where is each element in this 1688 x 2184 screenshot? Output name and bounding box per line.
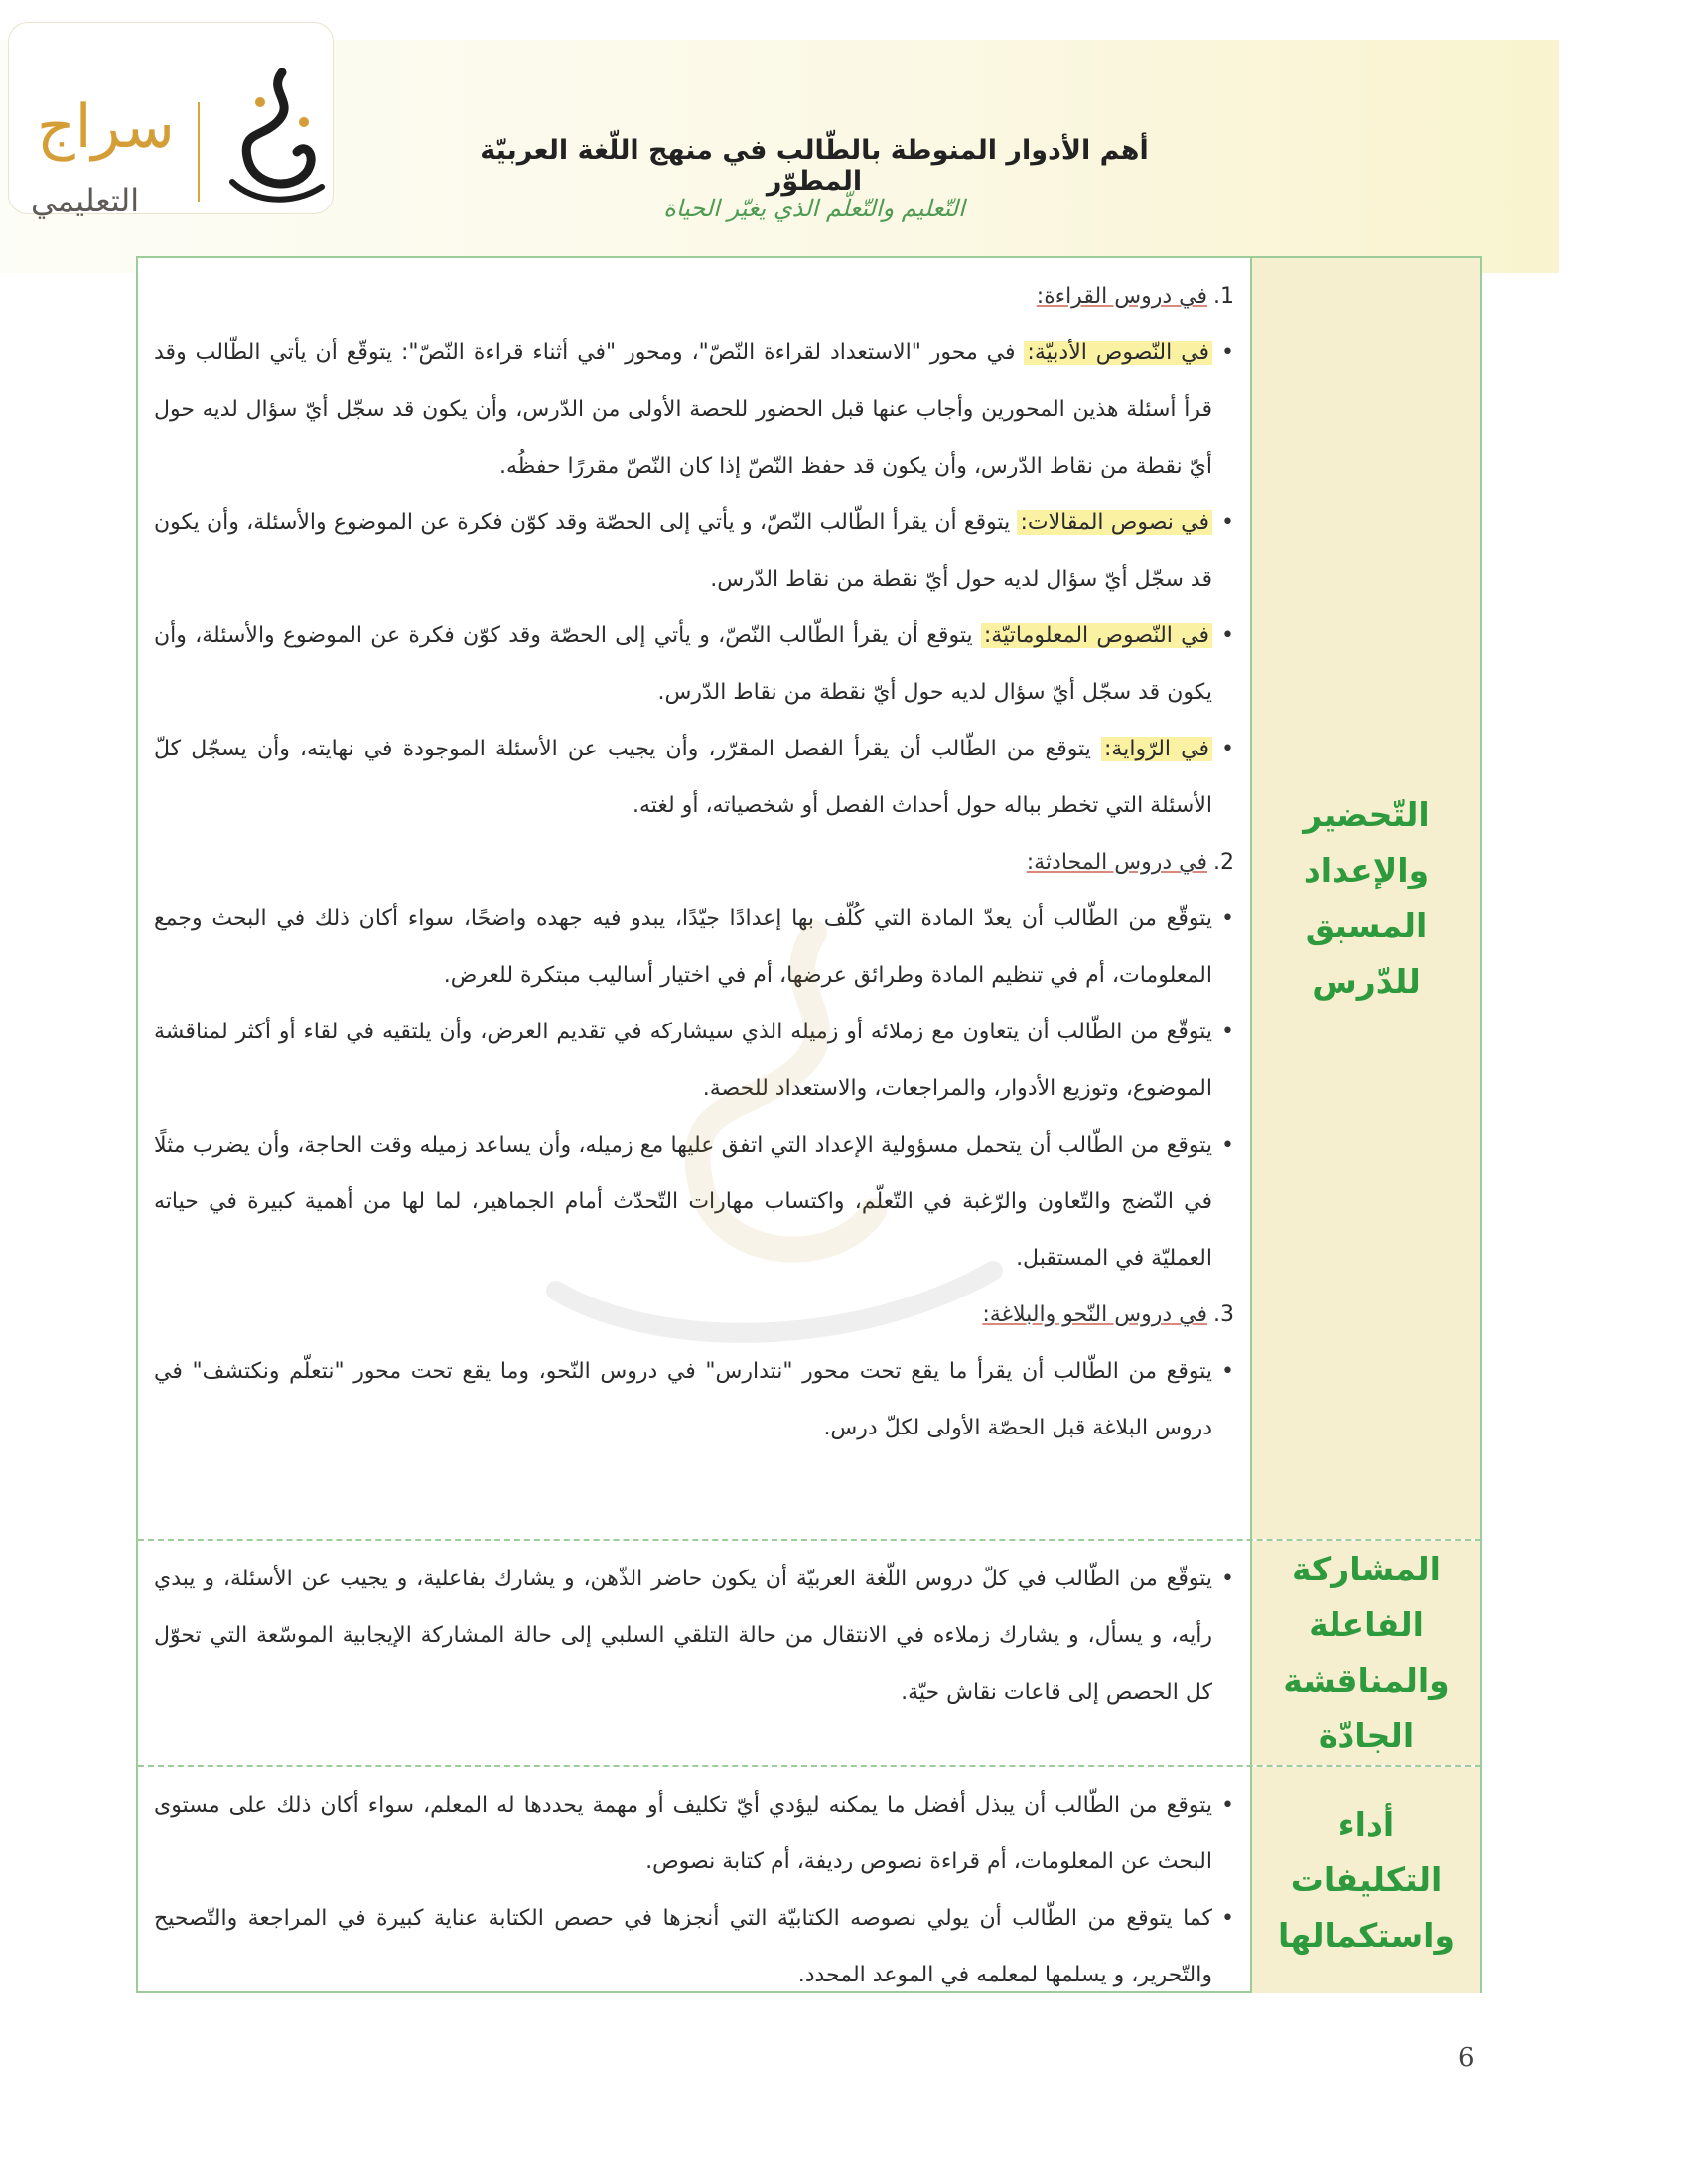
section-title: في دروس النّحو والبلاغة: xyxy=(982,1302,1207,1327)
logo-divider xyxy=(198,102,200,202)
page-title: أهم الأدوار المنوطة بالطّالب في منهج اللّغة العربيّة المطوّر xyxy=(480,135,1149,197)
page-subtitle: التّعليم والتّعلّم الذي يغيّر الحياة xyxy=(663,195,965,222)
list-item xyxy=(154,721,1234,834)
item-highlight: في الرّواية: xyxy=(1101,737,1212,761)
item-text: يتوقّع من الطّالب في كلّ دروس اللّغة العربيّة أن يكون حاضر الذّهن، و يشارك بفاعلية، و يجيب عن الأسئلة، و يبدي رأيه، و يسأل، و يشارك زملاءه في الانتقال من حالة التلقي السلبي إلى حالة المشاركة الإيجابية الموسّعة التي تحوّل كل الحصص إلى قاعات نقاش حيّة. xyxy=(154,1567,1212,1705)
section-number: 2. xyxy=(1213,850,1234,875)
logo xyxy=(8,22,334,219)
table-row-participation xyxy=(138,1539,1480,1765)
list-item xyxy=(154,325,1234,494)
logo-text-primary: سراج xyxy=(37,92,175,162)
item-text: يتوقع من الطّالب أن يبذل أفضل ما يمكنه ليؤدي أيّ تكليف أو مهمة يحددها له المعلم، سواء أكان ذلك على مستوى البحث عن المعلومات، أم قراءة نصوص رديفة، أم كتابة نصوص. xyxy=(154,1793,1212,1874)
item-text: يتوقع من الطّالب أن يقرأ الفصل المقرّر، وأن يجيب عن الأسئلة الموجودة في نهايته، وأن يسجّل كلّ الأسئلة التي تخطر بباله حول أحداث الفصل أو شخصياته، أو لغته. xyxy=(154,737,1212,818)
row-label: أداء التكليفات واستكمالها xyxy=(1277,1805,1456,1955)
watermark-logo-icon xyxy=(437,893,1072,1370)
section-title: في دروس المحادثة: xyxy=(1026,850,1207,875)
row-label: المشاركة الفاعلة والمناقشة الجادّة xyxy=(1283,1550,1450,1755)
item-text: يتوقع أن يقرأ الطّالب النّصّ، و يأتي إلى الحصّة وقد كوّن فكرة عن الموضوع والأسئلة، وأن يكون قد سجّل أيّ سؤال لديه حول أيّ نقطة من نقاط الدّرس. xyxy=(154,623,1212,705)
section-heading xyxy=(154,834,1234,890)
item-text: يتوقع من الطّالب أن يتحمل مسؤولية الإعداد التي اتفق عليها مع زميله، وأن يساعد زميله وقت الحاجة، وأن يضرب مثلًا في النّضج والتّعاون والرّغبة في التّعلّم، واكتساب مهارات التّحدّث أمام الجماهير، لما لها من أهمية كبيرة في حياته العمليّة في المستقبل. xyxy=(154,1133,1212,1271)
item-text: يتوقع من الطّالب أن يقرأ ما يقع تحت محور "نتدارس" في دروس النّحو، وما يقع تحت محور "نتعلّم ونكتشف" في دروس البلاغة قبل الحصّة الأولى لكلّ درس. xyxy=(154,1359,1212,1440)
item-text: يتوقّع من الطّالب أن يتعاون مع زملائه أو زميله الذي سيشاركه في تقديم العرض، وأن يلتقيه في لقاء أو أكثر لمناقشة الموضوع، وتوزيع الأدوار، والمراجعات، والاستعداد للحصة. xyxy=(154,1020,1212,1101)
calligraphy-logo-icon xyxy=(212,63,332,211)
item-text: كما يتوقع من الطّالب أن يولي نصوصه الكتابيّة التي أنجزها في حصص الكتابة عناية كبيرة في المراجعة والتّصحيح والتّحرير، و يسلمها لمعلمه في الموعد المحدد. xyxy=(154,1906,1212,1987)
item-highlight: في نصوص المقالات: xyxy=(1017,510,1212,535)
row-label: التّحضير والإعداد المسبق للدّرس xyxy=(1303,795,1430,1001)
section-number: 1. xyxy=(1213,284,1234,309)
list-item xyxy=(154,1777,1234,1890)
list-item xyxy=(154,1890,1234,2003)
row-content-cell xyxy=(138,1541,1250,1765)
page-number: 6 xyxy=(1458,2043,1475,2073)
item-highlight: في النّصوص المعلوماتيّة: xyxy=(981,623,1212,648)
row-content-cell xyxy=(138,1767,1250,1993)
item-text: يتوقع أن يقرأ الطّالب النّصّ، و يأتي إلى الحصّة وقد كوّن فكرة عن الموضوع والأسئلة، وأن يكون قد سجّل أيّ سؤال لديه حول أيّ نقطة من نقاط الدّرس. xyxy=(154,510,1212,592)
logo-text-secondary: التعليمي xyxy=(31,182,140,219)
section-heading xyxy=(154,268,1234,325)
table-row-assignments xyxy=(138,1765,1480,1993)
list-item xyxy=(154,608,1234,721)
list-item xyxy=(154,494,1234,608)
section-title: في دروس القراءة: xyxy=(1036,284,1207,309)
item-text: يتوقّع من الطّالب أن يعدّ المادة التي كُلّف بها إعدادًا جيّدًا، يبدو فيه جهده واضحًا، سواء أكان ذلك في البحث وجمع المعلومات، أم في تنظيم المادة وطرائق عرضها، أم في اختيار أساليب مبتكرة للعرض. xyxy=(154,906,1212,988)
row-label-cell xyxy=(1250,1541,1480,1765)
item-text: في محور "الاستعداد لقراءة النّصّ"، ومحور "في أثناء قراءة النّصّ": يتوقّع أن يأتي الطّالب وقد قرأ أسئلة هذين المحورين وأجاب عنها قبل الحضور للحصة الأولى من الدّرس، وأن يكون قد سجّل أيّ سؤال لديه حول أيّ نقطة من نقاط الدّرس، وأن يكون قد حفظ النّصّ إذا كان النّصّ مقررًا حفظُه. xyxy=(154,341,1212,478)
section-number: 3. xyxy=(1213,1302,1234,1327)
item-highlight: في النّصوص الأدبيّة: xyxy=(1024,341,1212,365)
row-label-cell xyxy=(1250,258,1480,1539)
row-label-cell xyxy=(1250,1767,1480,1993)
list-item xyxy=(154,1551,1234,1720)
